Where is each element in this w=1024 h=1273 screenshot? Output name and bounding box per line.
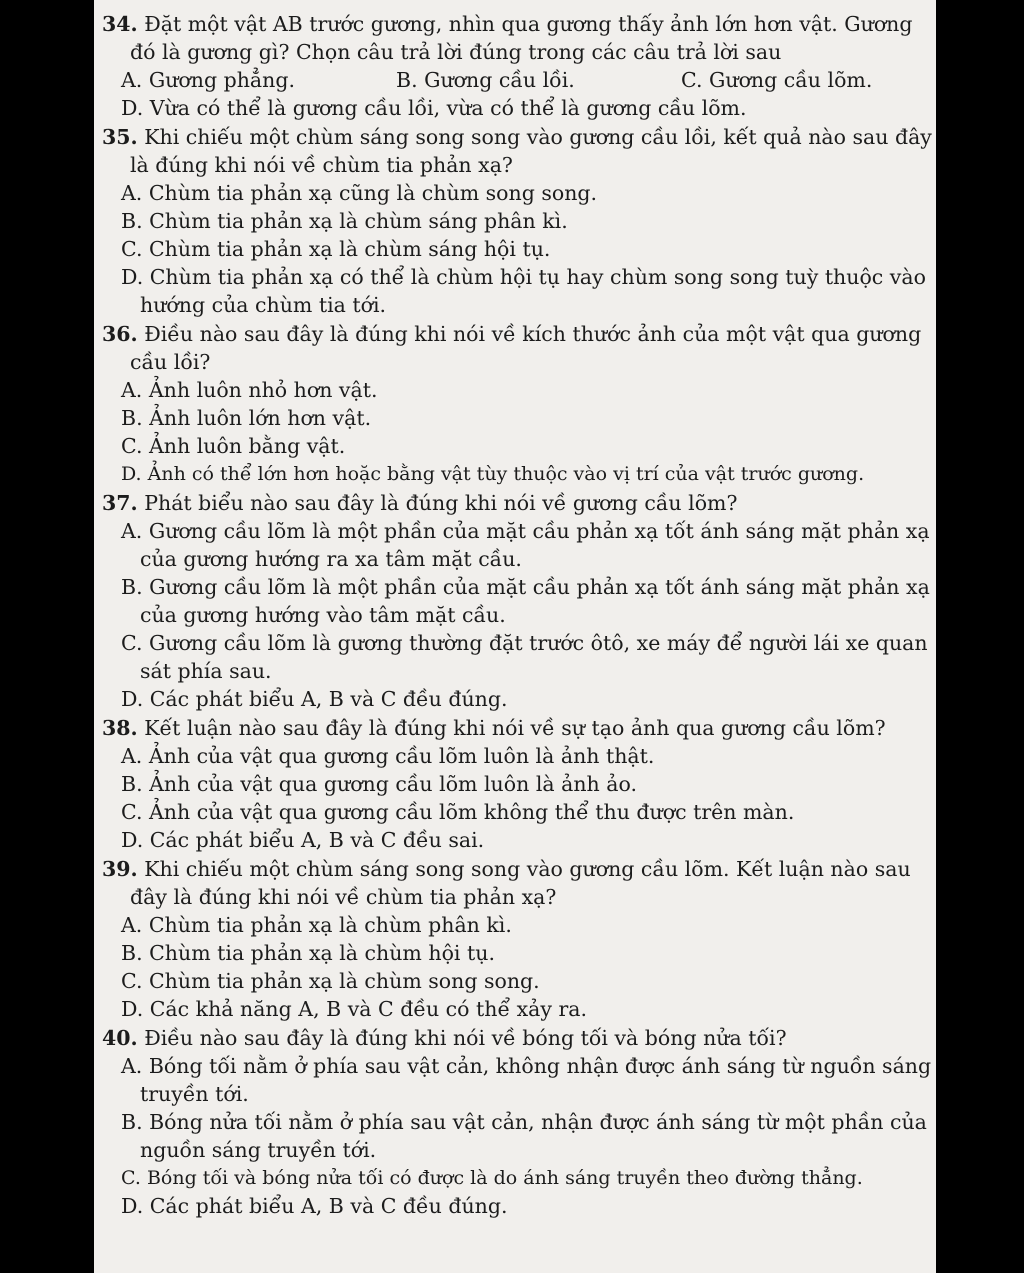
question-number: 34. [102,12,138,36]
option-b: B. Chùm tia phản xạ là chùm hội tụ. [121,941,495,965]
option-c: C. Gương cầu lõm. [681,68,873,92]
question-text: Khi chiếu một chùm sáng song song vào gương cầu lồi, kết quả nào sau đây là đúng khi nói về chùm tia phản xạ? [130,125,932,177]
question-text: Phát biểu nào sau đây là đúng khi nói về gương cầu lõm? [144,491,738,515]
question-stem [102,123,932,179]
option-c: C. Chùm tia phản xạ là chùm song song. [121,969,540,993]
option-c: C. Ảnh của vật qua gương cầu lõm không thể thu được trên màn. [121,800,795,824]
question-stem [102,855,932,911]
option-d: D. Chùm tia phản xạ có thể là chùm hội tụ hay chùm song song tuỳ thuộc vào hướng của chùm tia tới. [121,265,926,317]
question-text: Điều nào sau đây là đúng khi nói về kích thước ảnh của một vật qua gương cầu lồi? [130,322,922,374]
document-page [94,0,936,1273]
option-b: B. Chùm tia phản xạ là chùm sáng phân kì. [121,209,568,233]
question-34 [102,10,932,122]
question-list [102,10,932,1221]
question-stem [102,10,932,66]
option-c: C. Chùm tia phản xạ là chùm sáng hội tụ. [121,237,551,261]
option-b: B. Ảnh luôn lớn hơn vật. [121,406,372,430]
question-number: 40. [102,1026,138,1050]
option-a: A. Ảnh của vật qua gương cầu lõm luôn là ảnh thật. [121,744,655,768]
options-row [102,66,932,94]
option-c: C. Ảnh luôn bằng vật. [121,434,346,458]
option-a: A. Bóng tối nằm ở phía sau vật cản, không nhận được ánh sáng từ nguồn sáng truyền tới. [121,1054,932,1106]
option-d: D. Các phát biểu A, B và C đều đúng. [121,687,508,711]
question-text: Khi chiếu một chùm sáng song song vào gương cầu lõm. Kết luận nào sau đây là đúng khi nói về chùm tia phản xạ? [130,857,911,909]
question-36 [102,320,932,488]
question-number: 39. [102,857,138,881]
question-text: Kết luận nào sau đây là đúng khi nói về sự tạo ảnh qua gương cầu lõm? [144,716,886,740]
question-stem [102,320,932,376]
option-a: A. Chùm tia phản xạ cũng là chùm song song. [121,181,598,205]
question-37 [102,489,932,713]
option-b: B. Gương cầu lồi. [396,68,575,92]
option-d: D. Ảnh có thể lớn hơn hoặc bằng vật tùy thuộc vào vị trí của vật trước gương. [121,463,865,485]
question-stem [102,489,932,517]
option-b: B. Ảnh của vật qua gương cầu lõm luôn là ảnh ảo. [121,772,637,796]
option-a: A. Gương phẳng. [121,68,295,92]
option-d: D. Các phát biểu A, B và C đều đúng. [121,1194,508,1218]
question-35 [102,123,932,319]
option-d: D. Các phát biểu A, B và C đều sai. [121,828,485,852]
option-a: A. Gương cầu lõm là một phần của mặt cầu phản xạ tốt ánh sáng mặt phản xạ của gương hướng ra xa tâm mặt cầu. [121,519,930,571]
question-text: Điều nào sau đây là đúng khi nói về bóng tối và bóng nửa tối? [144,1026,787,1050]
question-number: 36. [102,322,138,346]
question-stem [102,714,932,742]
option-c: C. Bóng tối và bóng nửa tối có được là do ánh sáng truyền theo đường thẳng. [121,1167,863,1189]
question-number: 37. [102,491,138,515]
question-38 [102,714,932,854]
option-a: A. Ảnh luôn nhỏ hơn vật. [121,378,378,402]
option-d: D. Vừa có thể là gương cầu lồi, vừa có thể là gương cầu lõm. [121,96,747,120]
question-stem [102,1024,932,1052]
option-b: B. Bóng nửa tối nằm ở phía sau vật cản, nhận được ánh sáng từ một phần của nguồn sáng truyền tới. [121,1110,927,1162]
question-39 [102,855,932,1023]
question-number: 35. [102,125,138,149]
question-40 [102,1024,932,1220]
question-text: Đặt một vật AB trước gương, nhìn qua gương thấy ảnh lớn hơn vật. Gương đó là gương gì? Chọn câu trả lời đúng trong các câu trả lời sau [130,12,913,64]
question-number: 38. [102,716,138,740]
option-a: A. Chùm tia phản xạ là chùm phân kì. [121,913,512,937]
option-b: B. Gương cầu lõm là một phần của mặt cầu phản xạ tốt ánh sáng mặt phản xạ của gương hướng vào tâm mặt cầu. [121,575,930,627]
option-d: D. Các khả năng A, B và C đều có thể xảy ra. [121,997,587,1021]
option-c: C. Gương cầu lõm là gương thường đặt trước ôtô, xe máy để người lái xe quan sát phía sau. [121,631,928,683]
